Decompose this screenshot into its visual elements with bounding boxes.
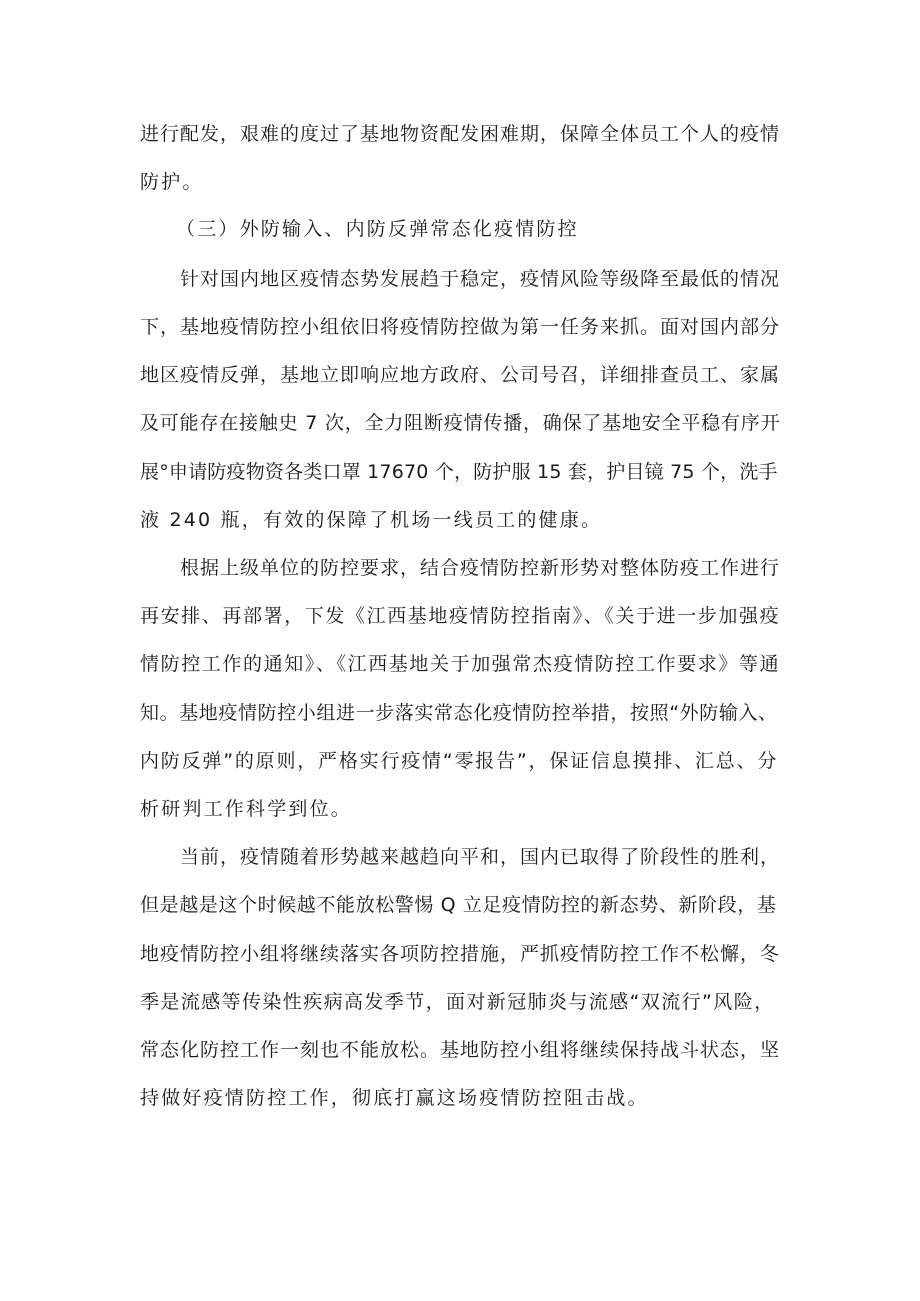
paragraph-line: 再安排、再部署，下发《江西基地疫情防控指南》、《关于进一步加强疫 bbox=[140, 605, 781, 627]
paragraph-line: 液 240 瓶，有效的保障了机场一线员工的健康。 bbox=[140, 509, 603, 531]
paragraph-line: 根据上级单位的防控要求，结合疫情防控新形势对整体防疫工作进行 bbox=[180, 557, 781, 579]
paragraph-line: 针对国内地区疫情态势发展趋于稳定，疫情风险等级降至最低的情况 bbox=[180, 268, 781, 290]
paragraph-line: 季是流感等传染性疾病高发季节，面对新冠肺炎与流感“双流行”风险， bbox=[140, 991, 775, 1013]
paragraph-line: 知。基地疫情防控小组进一步落实常态化疫情防控举措，按照“外防输入、 bbox=[140, 702, 778, 724]
paragraph-line: 持做好疫情防控工作，彻底打赢这场疫情防控阻击战。 bbox=[140, 1087, 649, 1109]
paragraph-line: 当前，疫情随着形势越来越趋向平和，国内已取得了阶段性的胜利， bbox=[180, 846, 781, 868]
paragraph-line: 及可能存在接触史 7 次，全力阻断疫情传播，确保了基地安全平稳有序开 bbox=[140, 412, 781, 434]
paragraph-line: 内防反弹”的原则，严格实行疫情“零报告”，保证信息摸排、汇总、分 bbox=[140, 750, 779, 772]
paragraph-line: 但是越是这个时候越不能放松警惕 Q 立足疫情防控的新态势、新阶段，基 bbox=[140, 894, 777, 916]
paragraph-line: 防护。 bbox=[140, 171, 204, 193]
paragraph-line: 析研判工作科学到位。 bbox=[140, 798, 353, 820]
paragraph-line: 常态化防控工作一刻也不能放松。基地防控小组将继续保持战斗状态，坚 bbox=[140, 1039, 781, 1061]
paragraph-line: 地区疫情反弹，基地立即响应地方政府、公司号召，详细排查员工、家属 bbox=[140, 364, 781, 386]
section-heading: （三）外防输入、内防反弹常态化疫情防控 bbox=[176, 218, 579, 240]
paragraph-line: 进行配发，艰难的度过了基地物资配发困难期，保障全体员工个人的疫情 bbox=[140, 123, 781, 145]
paragraph-line: 下，基地疫情防控小组依旧将疫情防控做为第一任务来抓。面对国内部分 bbox=[140, 316, 781, 338]
paragraph-line: 地疫情防控小组将继续落实各项防控措施，严抓疫情防控工作不松懈，冬 bbox=[140, 943, 781, 965]
paragraph-line: 情防控工作的通知》、《江西基地关于加强常杰疫情防控工作要求》等通 bbox=[140, 653, 781, 675]
paragraph-line: 展°申请防疫物资各类口罩 17670 个，防护服 15 套，护目镜 75 个，洗手 bbox=[140, 461, 778, 483]
